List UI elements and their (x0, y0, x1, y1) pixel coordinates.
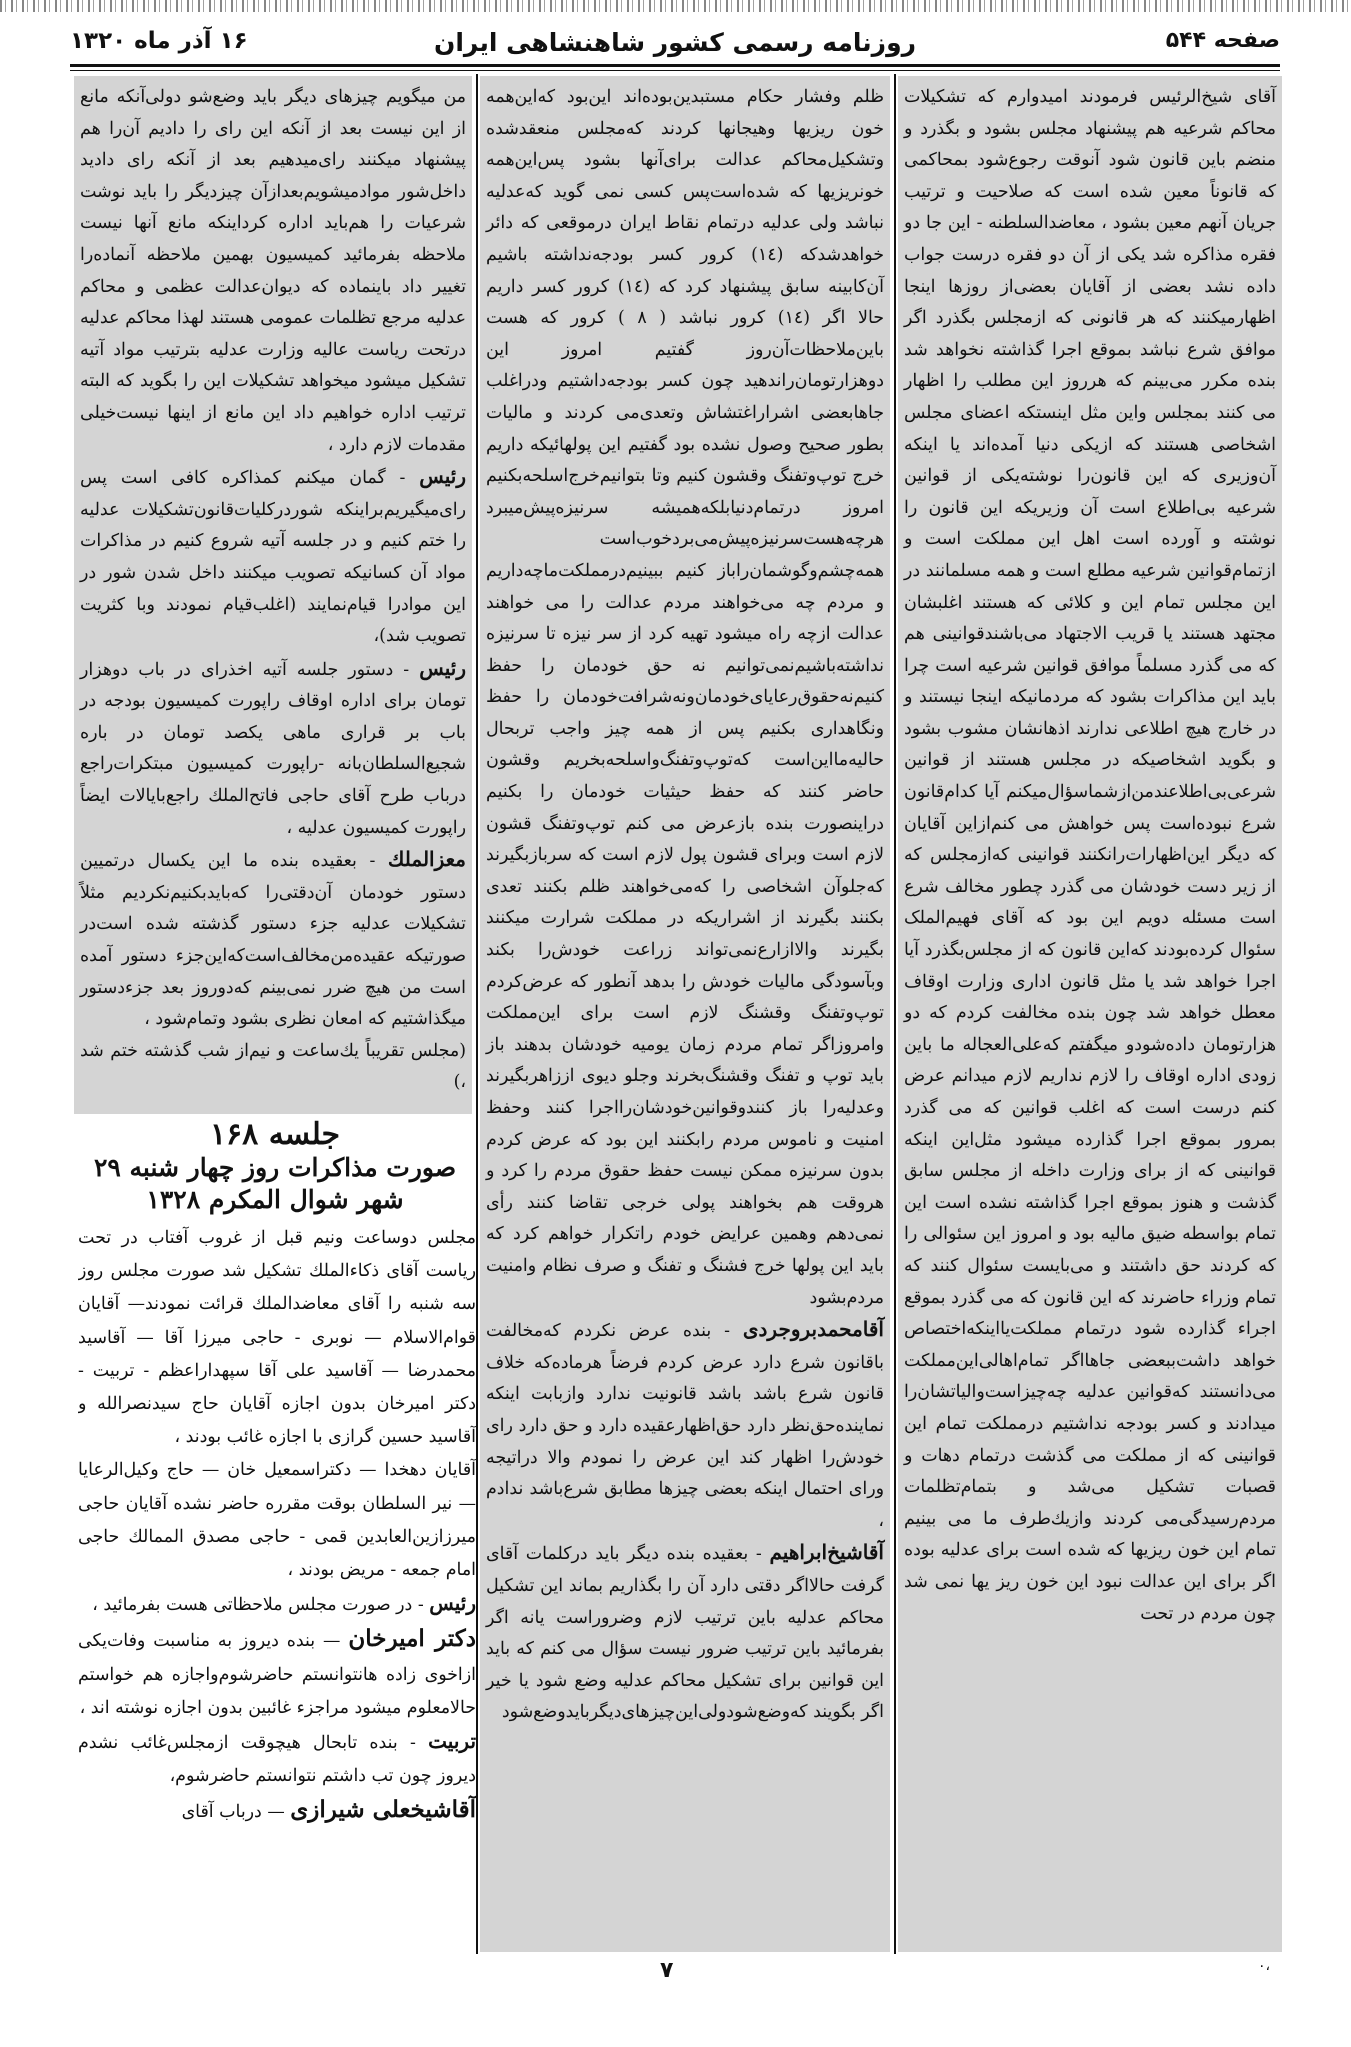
column-divider (476, 74, 478, 1954)
speaker-name: رئیس (429, 1591, 476, 1616)
speech-text: - بعقیده بنده ما این یکسال درتمیین دستور خودمان آن‌دقتی‌را که‌بایدبکنیم‌نکردیم مثلاً تشکیلات عدلیه جزء دستور گذشته شده است‌در صورتیکه عقیده‌من‌مخالف‌است‌که‌این‌جزء دستور آمده است من هیچ ضرر نمی‌بینم که‌دوروز بعد جزءدستور میگذاشتیم که امعان نظری بشود وتمام‌شود ، (80, 851, 466, 1030)
speech-text: - در صورت مجلس ملاحظاتی هست بفرمائید ، (92, 1595, 424, 1616)
speaker-name: تربیت (428, 1729, 476, 1754)
right-column (898, 76, 1282, 1952)
middle-column (480, 76, 890, 1952)
speaker-name: رئیس (419, 655, 466, 680)
speech-text: - دستور جلسه آتیه اخذرای در باب دوهزار تومان برای اداره اوقاف راپورت کمیسیون بودجه در باب بر قراری ماهی یکصد تومان در باره شجیع‌السلطان‌بانه -راپورت کمیسیون مبتکرات‌راجع درباب طرح آقای حاجی فاتح‌الملك راجع‌بایالات ایضاً راپورت کمیسیون عدلیه ، (80, 659, 466, 838)
session-title-line2: شهر شوال المکرم ۱۳۲۸ (146, 1185, 404, 1214)
middle-column-text-a: ظلم وفشار حکام مستبدین‌بوده‌اند این‌بود که‌این‌همه خون ریزیها وهیجانها کردند که‌مجلس منعقدشده وتشکیل‌محاکم عدالت برای‌آنها بشود پس‌این‌همه خونریزیها که شده‌است‌پس کسی نمی گوید که‌عدلیه نباشد ولی عدلیه در‌تمام نقاط ایران درموقعی که دائر خواهدشد‌که (١٤) کرور کسر بودجه‌نداشته باشیم آن‌کابینه سابق پیشنهاد کرد که (١٤) کرور کسر داریم حالا اگر (١٤) کرور نباشد ( ٨ ) کرور که هست باین‌ملاحظات‌آن‌روز گفتیم امروز این دوهزار‌تومان‌راندهید چون کسر بودجه‌داشتیم ودراغلب جاها‌بعضی اشرار‌اغتشاش وتعدی‌می کردند و مالیات بطور صحیح وصول نشده بود گفتیم این پولهائیکه داریم خرج توپ‌وتفنگ وقشون کنیم وتا بتوانیم‌خرج‌اسلحه‌بکنیم امروز در‌تمام‌دنیا‌بلکه‌همیشه سرنیزه‌پیش‌میبرد هر‌چه‌هست‌سرنیزه‌پیش‌می‌برد‌خوب‌است همه‌چشم‌وگوشمان‌را‌باز کنیم ‌ببینیم‌در‌مملکت‌ما‌چه‌داریم و مردم چه می‌خواهند مردم عدالت را می خواهند عدالت ازچه راه‌ میشود تهیه کرد از سر نیزه تا سرنیزه نداشته‌باشیم‌نمی‌توانیم نه حق خودمان را حفظ کنیم‌نه‌حقوق‌رعایای‌خودمان‌ونه‌شرافت‌خودمان را حفظ ونگاهداری بکنیم پس از همه چیز واجب تر‌بحال حالیه‌ما‌این‌است که‌توپ‌وتفنگ‌واسلحه‌بخریم وقشون حاضر کنند که حفظ حیثیات خودمان را بکنیم دراینصورت بنده بازعرض می کنم توپ‌وتفنگ قشون لازم است وبرای قشون پول لازم است که سرباز‌بگیرند که‌جلو‌آن اشخاصی را که‌می‌خواهند ظلم بکنند تعدی بکنند بگیرند از اشراریکه در مملکت شرارت میکنند بگیرند والاازارع‌نمی‌تواند زراعت خودش‌را بکند و‌بآسودگی مالیات خودش را بدهد آنطور که عرض‌کردم توپ‌وتفنگ وقشنگ لازم است برای این‌مملکت وامروزا‌گر تمام مردم زمان یومیه خودشان بدهند باز باید توپ و تفنگ وقشنگ‌بخرند و‌جلو دیوی اززاهر‌بگیرند ‌و‌عدلیه‌را باز کنندو‌قوانین‌خودشان‌را‌اجرا کنند‌ وحفظ امنیت و ناموس مردم رابکنند این بود که عرض کردم بدون سرنیزه ممکن نیست حفظ حقوق مردم را کرد و هروقت هم بخواهند پولی خرجی تقاضا کنند رأی نمی‌دهم وهمین عرایض خودم راتکرار خواهم کرد که باید این پولها خرج فشنگ و تفنگ و صرف نظام وامنیت مردم‌بشود (486, 87, 884, 1308)
page-label: صفحه ۵۴۴ (1165, 28, 1280, 53)
speech-text: - بنده تابحال هیچوقت ازمجلس‌غائب نشدم دیروز چون تب داشتم نتوانستم حاضر‌شوم، (78, 1733, 476, 1787)
session-minutes-text: مجلس دوساعت ونیم قبل از غروب آفتاب در تحت ریاست آقای ذکاءالملك تشکیل شد صورت مجلس روز سه شنبه را آقای معاضدالملك قرائت نمودند— آقایان قوام‌الاسلام — نوبری - حاجی میرزا آقا — آقاسید محمدرضا — آقاسید علی آقا سپهداراعظم - تربیت - دکتر امیرخان بدون اجازه آقایان حاج سیدنصرالله و آقاسید حسین گرازی با اجازه غائب بودند ، (78, 1228, 476, 1448)
session-end-note: (مجلس تقریباً یك‌ساعت و نیم‌از شب گذشته ختم شد ،) (80, 1040, 466, 1093)
header-rule-thick (70, 64, 1280, 67)
speaker-name: آقاشیخ‌ابراهیم (769, 1540, 884, 1565)
absentees-text: آقایان دهخدا — دکتراسمعیل خان — حاج وکیل‌الرعایا — نیر السلطان بوقت مقرره حاضر نشده آقایان حاجی میرزاز‌ین‌العابدین قمی - حاجی مصدق الممالك حاجی امام جمعه - مریض بودند ، (78, 1460, 476, 1581)
column-divider (894, 74, 896, 1954)
speech-text: — درباب آقای (181, 1802, 285, 1823)
session-number: جلسه ۱۶۸ (209, 1117, 341, 1152)
speech-text: من میگویم چیزهای دیگر باید وضع‌شو دولی‌آنکه مانع از این نیست بعد از آنکه این رای را دادیم آن‌را هم پیشنهاد میکنند رای‌میدهیم بعد از آنکه رای دادید داخل‌شور موادمیشویم‌بعداز‌آن چیز‌دیگر را باید نوشت شرعیات را هم‌باید اداره کرد‌اینکه مانع آنها نیست ملاحظه بفرمائید کمیسیون بهمین ملاحظه آنماده‌را تغییر داد باینماده که دیوان‌عدالت عظمی و محاکم عدلیه مرجع تظلمات عمومی هستند لهذا محاکم عدلیه درتحت ریاست عالیه وزارت عدلیه بترتیب مواد آتیه تشکیل میشود میخواهد تشکیلات این را بگوید که البته ترتیب اداره خواهیم داد این مانع از اینها نیست‌خیلی مقدمات لازم دارد ، (80, 87, 466, 455)
speaker-name: معزالملك (387, 847, 466, 872)
speaker-name: رئیس (419, 464, 467, 489)
speaker-name: آقامحمدبروجردی (742, 1317, 884, 1342)
issue-date: ۱۶ آذر ماه ۱۳۲۰ (70, 28, 248, 54)
left-column-bottom (78, 1222, 476, 1942)
newspaper-title: روزنامه رسمی کشور شاهنشاهی ایران (433, 28, 917, 57)
right-column-text: آقای شیخ‌الرئیس فرمودند امیدوارم که تشکیلات محاکم شرعیه هم پیشنهاد مجلس بشود و بگذرد و منضم باین قانون شود آنوقت رجوع‌شود بمحاکمی که قانوناً معین شده است که صلاحیت و ترتیب جریان آنهم معین بشود ، معاضدالسلطنه - این جا دو فقره مذاکره شد یکی از آن دو فقره درست جواب داده نشد بعضی از آقایان بعضی‌از روزها اینجا اظهارمیکنند که هر قانونی که ازمجلس بگذرد اگر موافق شرع نباشد بموقع اجرا گذاشته نخواهد شد بنده مکرر می‌بینم که هرروز این مطلب را اظهار می کنند بمجلس واین مثل اینستکه اعضای مجلس اشخاصی هستند که ازیکی دنیا آمده‌اند یا اینکه آن‌وزیری که این قانون‌را نوشته‌یکی از قوانین شرعیه بی‌اطلاع است آن وزیر‌یکه این قانون را نوشته و آورده است اهل این مملکت است و ازتمام‌قوانین شرعیه مطلع است و همه مسلمانند در این مجلس تمام این و کلائی که هستند اغلبشان مجتهد هستند یا قریب الاجتهاد می‌باشند‌قوانینی هم که می گذرد مسلماً موافق قوانین شرعیه است چرا باید این مذاکرات بشود که مردمانیکه اینجا نیستند و در خارج هیچ اطلاعی ندارند اذهانشان مشوب بشود و بگوید اشخاصیکه در مجلس هستند از قوانین شرعی‌بی‌اطلاعند‌من‌ازشماسؤال‌میکنم آیا کدام‌قانون شرع نبوده‌است پس خواهش می کنم‌ازاین آقایان که دیگر این‌اظهارات‌رانکنند قوانینی که‌ازمجلس که از زیر دست خودشان می گذرد چطور مخالف شرع است مسئله دویم این بود که آقای فهیم‌الملک سئوال کرده‌بودند که‌این قانون که از مجلس‌بگذرد آیا اجرا خواهد شد یا مثل قانون اداری وزارت اوقاف معطل خواهد شد چون بنده مخالفت کردم که دو هزارتومان داده‌شودو میگفتم که‌علی‌العجاله ما باین زودی اداره اوقاف را لازم نداریم لازم میدانم عرض کنم درست است که اغلب قوانین که می گذرد بمرور بموقع اجرا گذارده میشود مثل‌این اینکه قوانینی که از برای وزارت داخله از مجلس سابق گذشت و هنوز بموقع اجرا گذاشته نشده است این تمام بواسطه ضیق مالیه بود و امروز این سئوالی را که کردند حق داشتند و می‌بایست سئوال کنند که تمام وزراء حاضرند که این قانون که می گذرد بموقع اجراء گذارده شود درتمام مملکت‌یااینکه‌اختصاص خواهد داشت‌ببعضی جاهااگر تمام‌اهالی‌این‌مملکت می‌دانستند که‌قوانین عدلیه چه‌چیزاست‌والیاتشان‌را میدادند و کسر بودجه نداشتیم درمملکت تمام این قوانینی که از مملکت می گذشت درتمام دهات و قصبات تشکیل می‌شد و بتمام‌تظلمات مردم‌رسیدگی‌می کردند وازیك‌طرف ما می بینیم تمام این خون ریزیها که شده است برای عدلیه بوده اگر برای این عدالت نبود این خون ریز یها نمی شد چون مردم در تحت (904, 87, 1276, 1624)
page-number: ۷ (660, 1958, 674, 1983)
header-rule-thin (70, 70, 1280, 71)
page-header (70, 22, 1280, 62)
left-column-top (74, 76, 472, 1114)
speaker-name: دکتر امیرخان (348, 1625, 476, 1653)
speech-text: - بنده عرض نکردم که‌مخالفت باقانون شرع دارد عرض کردم فرضاً هرماده‌که خلاف قانون شرع باشد باشد قانونیت ندارد وازبابت اینکه نماینده‌حق‌نظر دارد حق‌اظهار‌عقیده دارد و حق دارد رای خودش‌را اظهار کند این عرض را نمودم والا دراتیجه ورای احتمال اینکه بعضی چیزها مطابق شرع‌باشد ندادم ، (486, 1321, 884, 1531)
speech-text: — بنده دیروز به مناسبت وفات‌یکی ازاخوی زاده هانتوانستم حاضر‌شوم‌واجازه هم خواستم حالامعلوم میشود مراجزء غائبین بدون اجازه نوشته اند ، (78, 1631, 476, 1718)
speech-text: - بعقیده بنده دیگر باید در‌کلمات آقای گرفت حالااگر دقتی دارد آن را بگذاریم بماند این تشکیل محاکم عدلیه باین ترتیب لازم وضروراست یانه اگر بفرمائید باین ترتیب ضرور نیست سؤال می کنم که باید این قوانین برای تشکیل محاکم عدلیه وضع شود یا خیر اگر بگویند که‌وضع‌شود‌ولی‌این‌چیزهای‌دیگر‌باید‌وضع‌شود (486, 1544, 884, 1723)
speech-text: - گمان میکنم کمذاکره کافی است پس رای‌میگیریم‌براینکه شوردر‌کلیات‌قانون‌تشکیلات عدلیه را ختم کنیم و در جلسه آتیه شروع کنیم در مذاکرات مواد آن کسانیکه تصویب میکنند داخل شدن شور در این موادرا قیام‌نمایند (اغلب‌قیام نمودند وبا کثریت تصویب شد)، (80, 468, 466, 647)
speaker-name: آقاشیخعلی شیرازی (290, 1796, 476, 1824)
corner-mark: ٠، (1258, 1958, 1271, 1974)
scan-noise-strip (0, 0, 1351, 12)
session-title-line1: صورت مذاکرات روز چهار شنبه ۲۹ (93, 1153, 457, 1182)
